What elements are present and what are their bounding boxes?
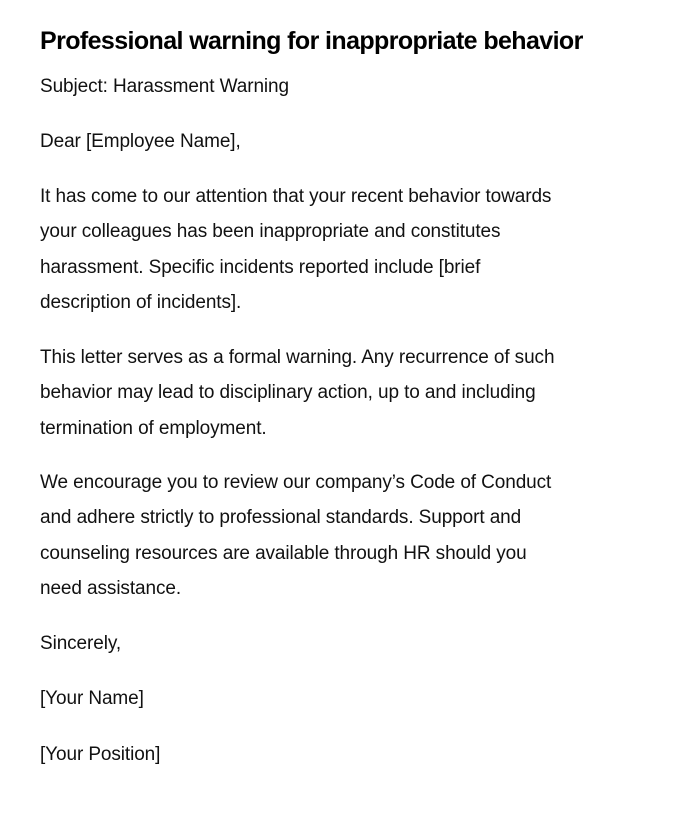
paragraph-code-of-conduct [40, 465, 551, 606]
paragraph-line: description of incidents]. [40, 291, 242, 313]
paragraph-line: your colleagues has been inappropriate and constitutes [40, 221, 501, 243]
paragraph-line: need assistance. [40, 577, 181, 599]
subject-line: Subject: Harassment Warning [40, 76, 289, 97]
paragraph-formal-warning [40, 340, 554, 446]
paragraph-line: counseling resources are available through HR should you [40, 542, 527, 564]
paragraph-line: This letter serves as a formal warning. Any recurrence of such [40, 347, 555, 368]
paragraph-line: termination of employment. [40, 417, 267, 439]
paragraph-incident-notice [40, 179, 551, 320]
paragraph-line: behavior may lead to disciplinary action, up to and including [40, 382, 536, 404]
signature-name: [Your Name] [40, 688, 144, 709]
signature-position: [Your Position] [40, 744, 161, 765]
closing: Sincerely, [40, 633, 122, 654]
paragraph-line: We encourage you to review our company’s Code of Conduct [40, 472, 552, 493]
paragraph-line: and adhere strictly to professional standards. Support and [40, 507, 522, 529]
paragraph-line: It has come to our attention that your recent behavior towards [40, 186, 552, 207]
paragraph-line: harassment. Specific incidents reported include [brief [40, 256, 481, 278]
document-title: Professional warning for inappropriate behavior [40, 27, 583, 55]
salutation: Dear [Employee Name], [40, 131, 241, 152]
